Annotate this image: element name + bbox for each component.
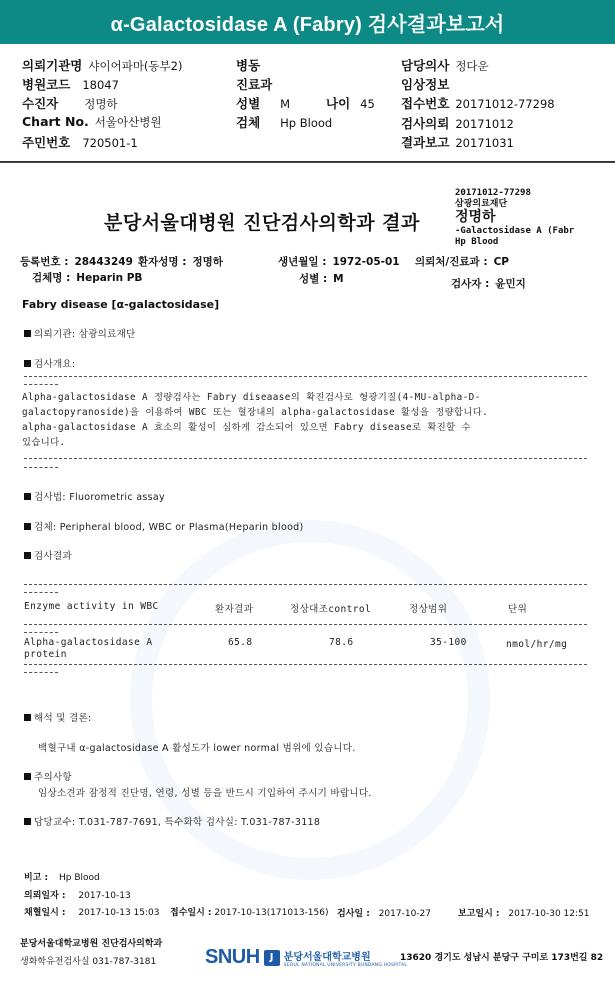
dash-line [24, 592, 58, 593]
info-resident-no: 주민번호 720501-1 [22, 135, 138, 150]
footer-address: 13620 경기도 성남시 분당구 구미로 173번길 82 [400, 953, 604, 963]
overview-heading: 검사개요: [24, 356, 75, 370]
table-header-control: 정상대조control [290, 604, 372, 615]
footer-note: 비고 : Hp Blood [24, 873, 100, 883]
table-row-unit: nmol/hr/mg [506, 639, 568, 650]
interpretation-heading: 해석 및 결론: [24, 710, 92, 724]
dash-line [24, 384, 58, 385]
sticker-number: 20171012-77298 [455, 188, 531, 198]
sticker-test: -Galactosidase A (Fabr [455, 226, 575, 236]
org-line: 의뢰기관: 삼광의료재단 [24, 326, 136, 340]
dash-line [24, 467, 58, 468]
logo-mark-icon: J [264, 950, 280, 966]
dash-line [24, 632, 58, 633]
report-banner [0, 0, 615, 44]
footer-lab-contact: 생화학유전검사실 031-787-3181 [20, 957, 157, 967]
specimen-line: 검체: Peripheral blood, WBC or Plasma(Heparin blood) [24, 519, 304, 533]
info-patient: 수진자 정명하 [22, 96, 118, 111]
test-name: Fabry disease [α-galactosidase] [22, 298, 220, 311]
table-row-name: Alpha-galactosidase A protein [24, 637, 153, 660]
info-chart-no: Chart No. 서울아산병원 [22, 114, 162, 129]
scanned-report [0, 170, 615, 993]
footer-draw-time: 채혈일시 : 2017-10-13 15:03 [24, 908, 160, 918]
dash-line [24, 376, 587, 377]
sticker-specimen: Hp Blood [455, 236, 499, 247]
table-header-enzyme: Enzyme activity in WBC [24, 601, 159, 612]
info-ward: 병동 [236, 58, 261, 73]
specimen-sticker [455, 188, 615, 247]
info-report-date: 결과보고 20171031 [401, 135, 514, 150]
report-title: α-Galactosidase A (Fabry) 검사결과보고서 [110, 13, 505, 36]
info-specimen: 검체 Hp Blood [236, 115, 333, 130]
sticker-name: 정명하 [455, 209, 496, 225]
patient-sex: 성별 : M [299, 273, 344, 285]
info-sex: 성별 M [236, 96, 291, 111]
reg-no: 등록번호 : 28443249 [20, 256, 133, 268]
section-divider [0, 162, 615, 163]
table-row-control: 78.6 [329, 637, 354, 648]
caution-heading: 주의사항 [24, 769, 72, 783]
info-department: 진료과 [236, 77, 273, 92]
dash-line [24, 624, 587, 625]
report-heading: 분당서울대병원 진단검사의학과 결과 [104, 212, 420, 234]
table-header-range: 정상범위 [409, 604, 448, 615]
requesting-dept: 의뢰처/진료과 : CP [415, 256, 509, 268]
dash-line [24, 584, 587, 585]
dash-line [24, 458, 587, 459]
patient-name: 환자성명 : 정명하 [138, 256, 223, 268]
table-header-result: 환자결과 [215, 604, 254, 615]
sticker-org: 삼광의료재단 [455, 198, 508, 209]
contact-line: 담당교수: T.031-787-7691, 특수화학 검사실: T.031-787-3118 [24, 814, 320, 828]
table-row-range: 35-100 [430, 637, 467, 648]
table-row-result: 65.8 [228, 637, 253, 648]
dash-line [24, 672, 58, 673]
footer-report-time: 보고일시 : 2017-10-30 12:51 [458, 909, 590, 919]
footer-dept-name: 분당서울대학교병원 진단검사의학과 [20, 939, 163, 949]
examiner: 검사자 : 윤민지 [451, 278, 526, 290]
info-age: 나이 45 [326, 96, 375, 111]
interpretation-text: 백혈구내 α-galactosidase A 활성도가 lower normal 범위에 있습니다. [38, 743, 356, 754]
birth-date: 생년월일 : 1972-05-01 [278, 256, 400, 268]
table-header-unit: 단위 [508, 604, 528, 615]
footer-request-date: 의뢰일자 : 2017-10-13 [24, 891, 131, 901]
caution-text: 임상소견과 잠정적 진단명, 연령, 성별 등을 반드시 기입하여 주시기 바랍니다. [38, 788, 372, 799]
info-request-date: 검사의뢰 20171012 [401, 116, 514, 131]
footer-test-date: 검사일 : 2017-10-27 [337, 909, 432, 919]
info-doctor: 담당의사 정다운 [401, 58, 489, 73]
snuh-logo: SNUH J 분당서울대학교병원 SEOUL NATIONAL UNIVERSITY BUNDANG HOSPITAL [205, 946, 408, 968]
info-hospital-code: 병원코드 18047 [22, 77, 119, 92]
overview-text: Alpha-galactosidase A 정량검사는 Fabry diseaase의 확진검사로 형광기질(4-MU-alpha-D- galactopyranoside)을 이용하여 WBC 또는 혈장내의 alpha-galactosidase 활성을 정량합니다. alpha-galactosidase A 효소의 활성이 심하게 감소되어 있으면 Fabry disease로 확진할 수 있습니다. [22, 392, 489, 448]
info-receipt-no: 접수번호 20171012-77298 [401, 96, 555, 111]
result-heading: 검사결과 [24, 548, 72, 562]
dash-line [24, 664, 587, 665]
info-institution: 의뢰기관명 샤이어파마(동부2) [22, 58, 183, 73]
info-clinical: 임상정보 [401, 77, 450, 92]
method-line: 검사법: Fluorometric assay [24, 489, 165, 503]
footer-receipt-time: 접수일시 : 2017-10-13(171013-156) [170, 908, 329, 918]
header-info [0, 44, 615, 162]
specimen-name: 검체명 : Heparin PB [32, 272, 143, 284]
